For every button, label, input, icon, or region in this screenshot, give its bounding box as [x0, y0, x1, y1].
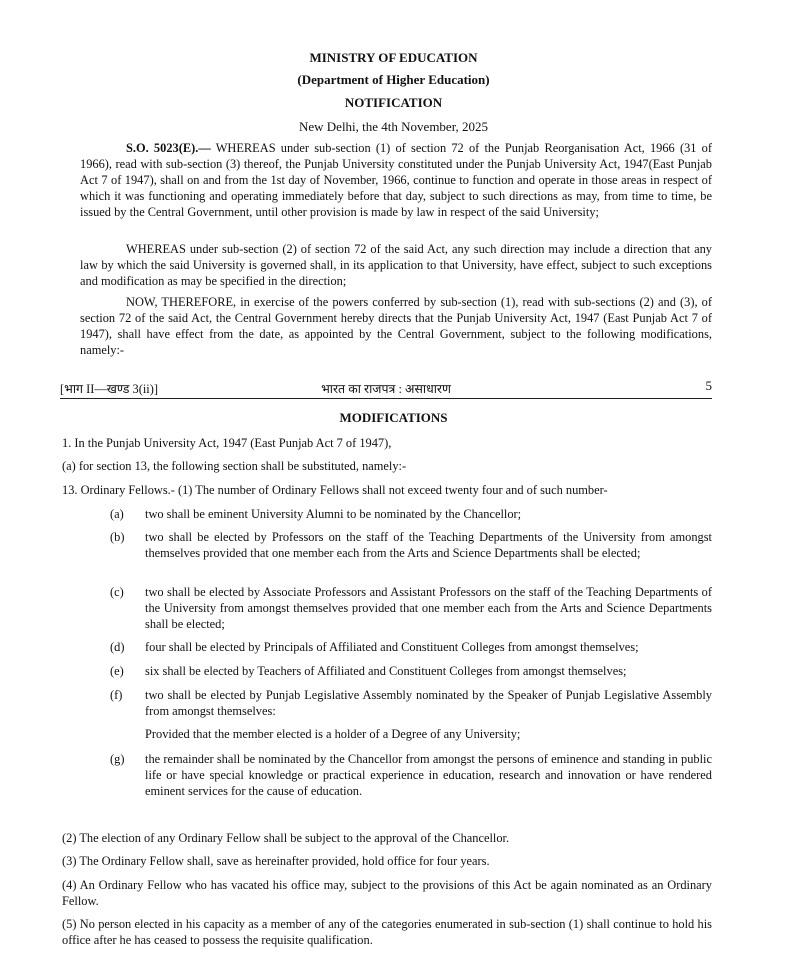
- notification-title: NOTIFICATION: [344, 95, 443, 110]
- item-text: two shall be eminent University Alumni to be nominated by the Chancellor;: [145, 507, 522, 521]
- para1-text: WHEREAS under sub-section (1) of section 72 of the Punjab Reorganisation Act, 1966 (31 of 1966), read with sub-section (3) thereof, the Punjab University constituted under the Punjab University Act, 1947(East Punjab Act 7 of 1947), shall on and from the 1st day of November, 1966, continue to function and operate in those areas in respect of which it was functioning and operating immediately before that day, subject to such directions as may, from time to time, be issued by the Central Government, until other provision is made by law in respect of the said University;: [80, 141, 712, 219]
- whereas-paragraph-1: [80, 141, 712, 221]
- sub-section-4: (4) An Ordinary Fellow who has vacated his office may, subject to the provisions of this Act be again nominated as an Ordinary Fellow.: [62, 878, 712, 908]
- item-label: (g): [110, 752, 125, 766]
- gazette-name: भारत का राजपत्र : असाधारण: [321, 382, 451, 396]
- gazette-part-label: [भाग II—खण्ड 3(ii)]: [60, 382, 158, 396]
- item-text: two shall be elected by Associate Professors and Assistant Professors on the staff of the Teaching Departments of the University from amongst themselves provided that one member each from the Arts and Science Departments shall be elected;: [145, 585, 712, 631]
- modification-line-1: 1. In the Punjab University Act, 1947 (East Punjab Act 7 of 1947),: [62, 436, 392, 450]
- item-text: two shall be elected by Punjab Legislative Assembly nominated by the Speaker of Punjab Legislative Assembly from amongst themselves:: [145, 688, 712, 718]
- whereas-paragraph-2: WHEREAS under sub-section (2) of section 72 of the said Act, any such direction may include a direction that any law by which the said University is governed shall, in its application to that University, have effect, subject to such exceptions and modification as may be specified in the direction;: [80, 242, 712, 288]
- department-title: (Department of Higher Education): [297, 72, 490, 87]
- dateline: New Delhi, the 4th November, 2025: [298, 119, 489, 134]
- proviso: Provided that the member elected is a holder of a Degree of any University;: [145, 727, 521, 741]
- section-13-heading: 13. Ordinary Fellows.- (1) The number of Ordinary Fellows shall not exceed twenty four and of such number-: [62, 483, 608, 497]
- so-number: S.O. 5023(E).—: [126, 141, 211, 155]
- gazette-running-header: [60, 380, 712, 399]
- item-label: (a): [110, 507, 124, 521]
- item-text: two shall be elected by Professors on the staff of the Teaching Departments of the University from amongst themselves provided that one member each from the Arts and Science Departments shall be elected;: [145, 530, 712, 560]
- item-label: (f): [110, 688, 123, 702]
- item-text: four shall be elected by Principals of Affiliated and Constituent Colleges from amongst themselves;: [145, 640, 639, 654]
- modification-line-2: (a) for section 13, the following section shall be substituted, namely:-: [62, 459, 407, 473]
- modifications-title: MODIFICATIONS: [339, 410, 448, 425]
- ministry-title: MINISTRY OF EDUCATION: [309, 50, 478, 65]
- page-number: 5: [705, 378, 712, 393]
- now-therefore-paragraph: NOW, THEREFORE, in exercise of the powers conferred by sub-section (1), read with sub-sections (2) and (3), of section 72 of the said Act, the Central Government hereby directs that the Punjab University Act, 1947 (East Punjab Act 7 of 1947), shall have effect from the date, as appointed by the Central Government, subject to the following modifications, namely:-: [80, 295, 712, 357]
- sub-section-5: (5) No person elected in his capacity as a member of any of the categories enumerated in sub-section (1) shall continue to hold his office after he has ceased to possess the requisite qualification.: [62, 917, 712, 947]
- item-label: (e): [110, 664, 124, 678]
- item-text: six shall be elected by Teachers of Affiliated and Constituent Colleges from amongst themselves;: [145, 664, 627, 678]
- item-label: (c): [110, 585, 124, 599]
- item-label: (b): [110, 530, 125, 544]
- sub-section-3: (3) The Ordinary Fellow shall, save as hereinafter provided, hold office for four years.: [62, 854, 490, 868]
- item-label: (d): [110, 640, 125, 654]
- sub-section-2: (2) The election of any Ordinary Fellow shall be subject to the approval of the Chancellor.: [62, 831, 510, 845]
- item-text: the remainder shall be nominated by the Chancellor from amongst the persons of eminence and standing in public life or have special knowledge or practical experience in education, research and innovation or have rendered eminent services for the cause of education.: [145, 752, 712, 798]
